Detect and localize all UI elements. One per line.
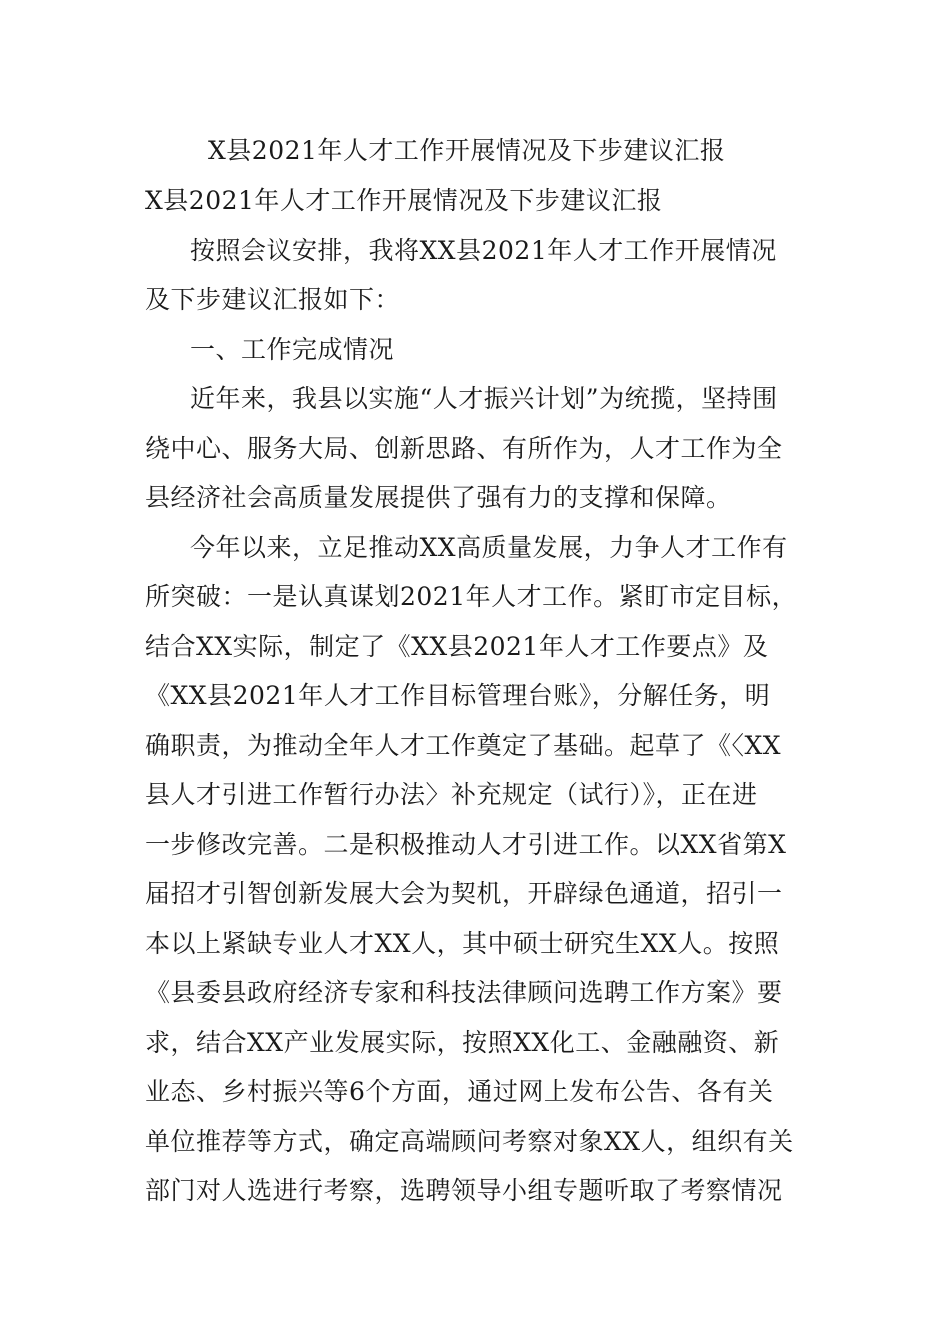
paragraph-line: 求，结合XX产业发展实际，按照XX化工、金融融资、新 xyxy=(145,1028,780,1057)
paragraph-line: 县经济社会高质量发展提供了强有力的支撑和保障。 xyxy=(145,483,732,512)
paragraph-line: 一步修改完善。二是积极推动人才引进工作。以XX省第X xyxy=(145,830,787,859)
paragraph-line: 部门对人选进行考察，选聘领导小组专题听取了考察情况 xyxy=(145,1176,783,1205)
paragraph-line: 所突破：一是认真谋划2021年人才工作。紧盯市定目标， xyxy=(145,582,798,611)
document-title: X县2021年人才工作开展情况及下步建议汇报 xyxy=(208,136,726,165)
paragraph-line: 确职责，为推动全年人才工作奠定了基础。起草了《〈XX xyxy=(145,731,782,760)
paragraph-line: 单位推荐等方式，确定高端顾问考察对象XX人，组织有关 xyxy=(145,1127,794,1156)
paragraph-line: 县人才引进工作暂行办法〉补充规定（试行）》，正在进 xyxy=(145,780,758,809)
paragraph-line: 《县委县政府经济专家和科技法律顾问选聘工作方案》要 xyxy=(145,978,783,1007)
paragraph-line: 《XX县2021年人才工作目标管理台账》，分解任务，明 xyxy=(145,681,771,710)
paragraph-line: 结合XX实际，制定了《XX县2021年人才工作要点》及 xyxy=(145,632,769,661)
paragraph-line: 本以上紧缺专业人才XX人，其中硕士研究生XX人。按照 xyxy=(145,929,780,958)
paragraph-line: 业态、乡村振兴等6个方面，通过网上发布公告、各有关 xyxy=(145,1077,774,1106)
paragraph-line: 今年以来，立足推动XX高质量发展，力争人才工作有 xyxy=(190,533,788,562)
paragraph-line: 按照会议安排，我将XX县2021年人才工作开展情况 xyxy=(190,236,777,265)
paragraph-line: 届招才引智创新发展大会为契机，开辟绿色通道，招引一 xyxy=(145,879,783,908)
paragraph-line: 及下步建议汇报如下： xyxy=(145,285,401,314)
section-heading: 一、工作完成情况 xyxy=(190,335,395,364)
paragraph-line: 近年来，我县以实施“人才振兴计划”为统揽，坚持围 xyxy=(190,384,778,413)
paragraph-line: 绕中心、服务大局、创新思路、有所作为，人才工作为全 xyxy=(145,434,783,463)
document-title-repeat: X县2021年人才工作开展情况及下步建议汇报 xyxy=(145,186,663,215)
